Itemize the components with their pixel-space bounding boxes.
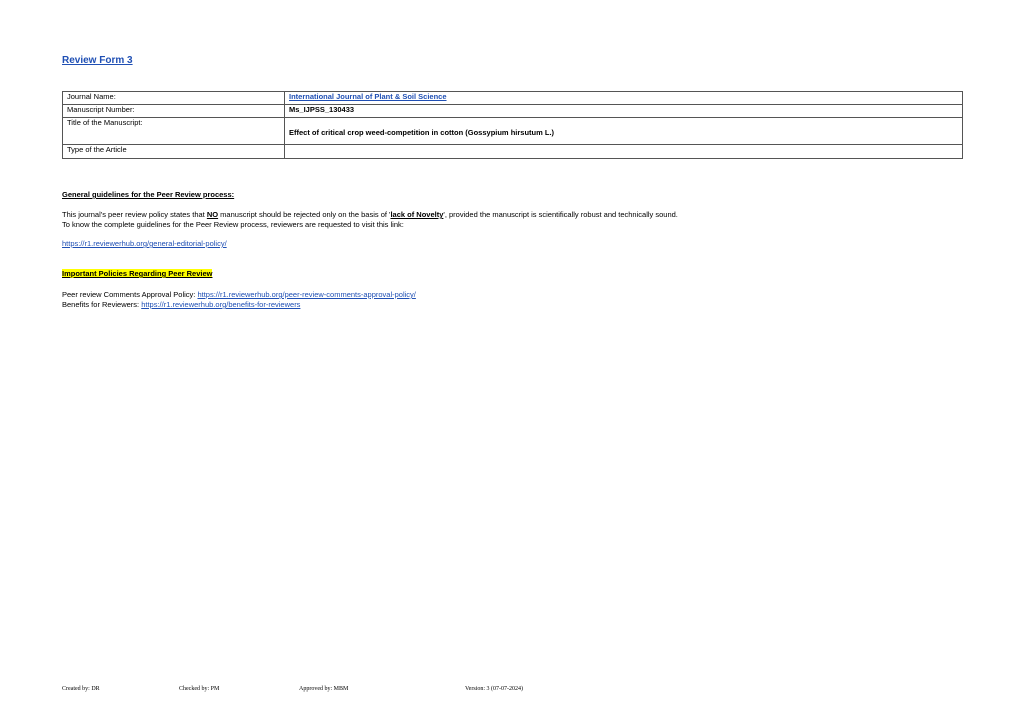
manuscript-info-table <box>62 91 963 159</box>
guidelines-heading: General guidelines for the Peer Review process: <box>62 190 235 199</box>
editorial-policy-link[interactable]: https://r1.reviewerhub.org/general-editorial-policy/ <box>62 239 227 248</box>
benefits-line: Benefits for Reviewers: https://r1.reviewerhub.org/benefits-for-reviewers <box>62 300 301 309</box>
footer-created: Created by: DR <box>62 686 100 692</box>
footer-approved: Approved by: MBM <box>299 686 349 692</box>
manuscript-number-value: Ms_IJPSS_130433 <box>285 105 963 118</box>
table-row <box>63 145 963 159</box>
journal-label: Journal Name: <box>63 92 285 105</box>
footer-checked: Checked by: PM <box>179 686 220 692</box>
visit-text: To know the complete guidelines for the Peer Review process, reviewers are requested to visit this link: <box>62 220 404 229</box>
table-row <box>63 92 963 105</box>
approval-policy-line: Peer review Comments Approval Policy: https://r1.reviewerhub.org/peer-review-comments-approval-policy/ <box>62 290 416 299</box>
article-type-label: Type of the Article <box>63 145 285 159</box>
approval-policy-link[interactable]: https://r1.reviewerhub.org/peer-review-comments-approval-policy/ <box>197 290 416 299</box>
novelty-emphasis: lack of Novelty <box>390 210 444 219</box>
journal-link[interactable]: International Journal of Plant & Soil Science <box>289 92 447 101</box>
table-row <box>63 118 963 145</box>
table-row <box>63 105 963 118</box>
manuscript-title-label: Title of the Manuscript: <box>63 118 285 145</box>
manuscript-number-label: Manuscript Number: <box>63 105 285 118</box>
footer-version: Version: 3 (07-07-2024) <box>465 686 523 692</box>
form-title: Review Form 3 <box>62 55 133 66</box>
no-emphasis: NO <box>206 210 219 219</box>
manuscript-title-value: Effect of critical crop weed-competition in cotton (Gossypium hirsutum L.) <box>289 128 555 137</box>
policies-heading: Important Policies Regarding Peer Review <box>62 269 213 278</box>
novelty-policy-text: This journal's peer review policy states that NO manuscript should be rejected only on the basis of 'lack of Novelty', provided the manuscript is scientifically robust and technically sound. <box>62 210 678 219</box>
benefits-link[interactable]: https://r1.reviewerhub.org/benefits-for-reviewers <box>141 300 301 309</box>
article-type-value <box>285 145 963 159</box>
